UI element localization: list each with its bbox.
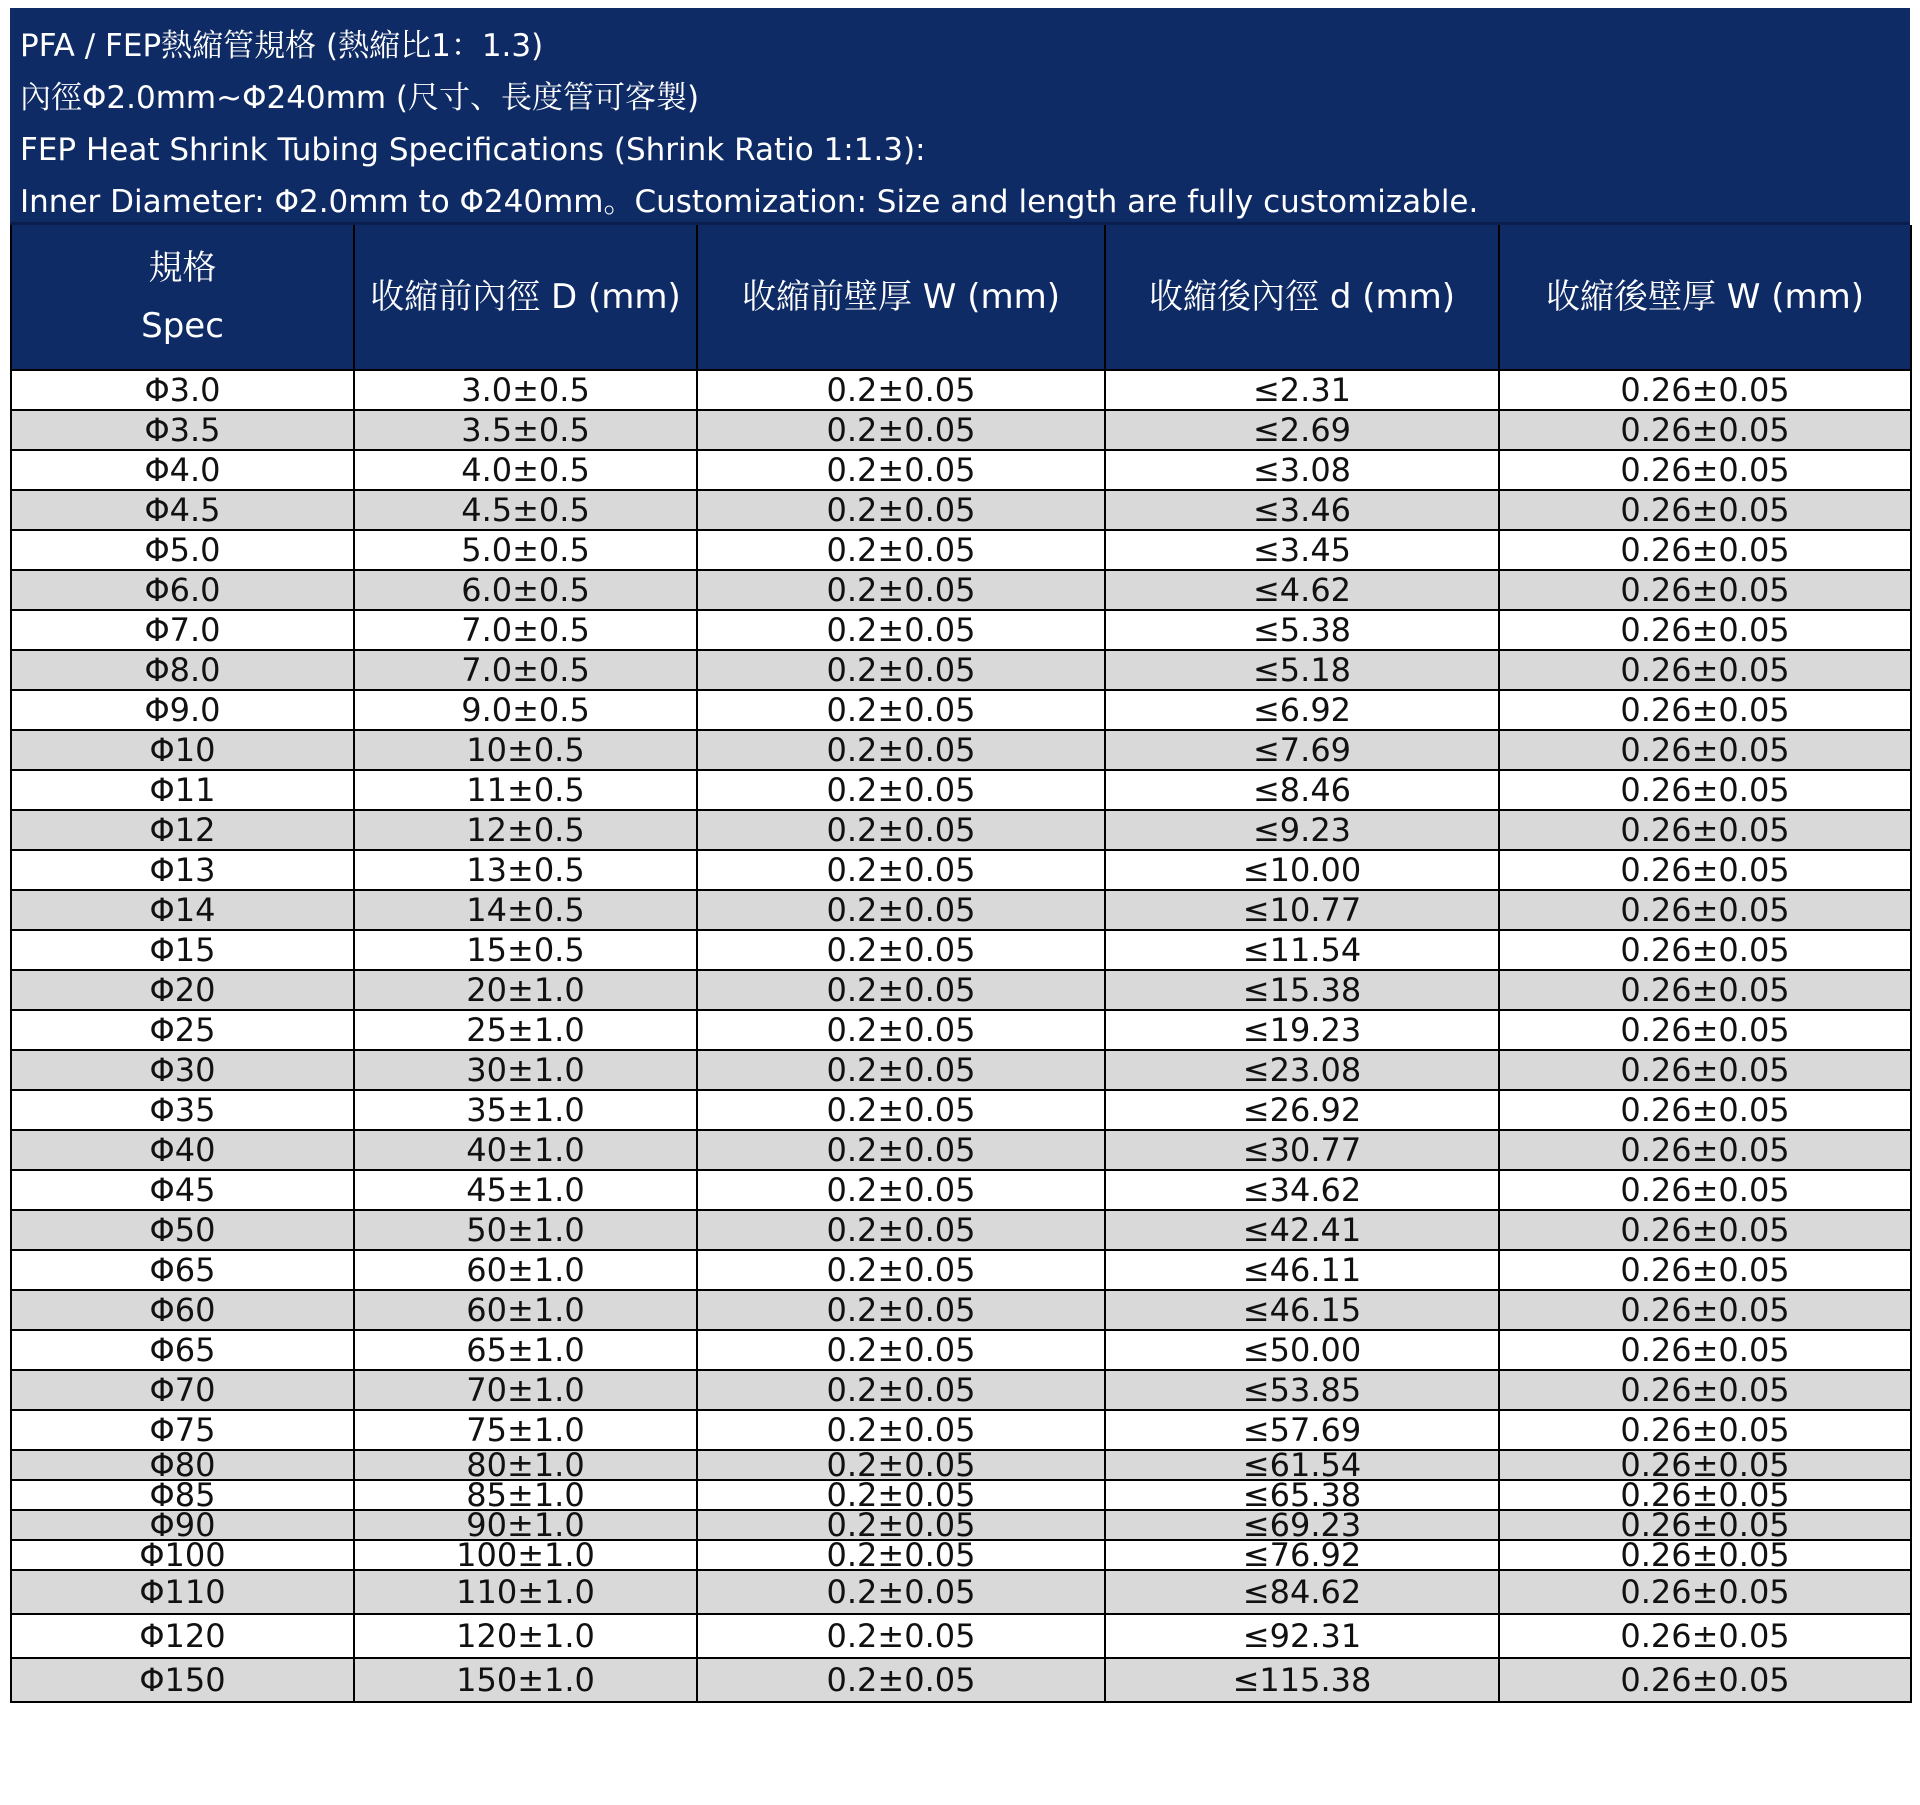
cell-id-before: 14±0.5 (354, 890, 697, 930)
table-row (11, 1570, 1911, 1614)
cell-id-before: 70±1.0 (354, 1370, 697, 1410)
cell-id-before: 13±0.5 (354, 850, 697, 890)
cell-wall-after: 0.26±0.05 (1499, 1330, 1911, 1370)
cell-id-after: ≤53.85 (1105, 1370, 1499, 1410)
cell-wall-before: 0.2±0.05 (697, 450, 1105, 490)
table-row (11, 650, 1911, 690)
cell-wall-before: 0.2±0.05 (697, 1540, 1105, 1570)
table-row (11, 1090, 1911, 1130)
table-row (11, 530, 1911, 570)
cell-wall-before: 0.2±0.05 (697, 770, 1105, 810)
table-row (11, 1130, 1911, 1170)
table-row (11, 370, 1911, 410)
header-id-before: 收縮前內徑 D (mm) (354, 225, 697, 370)
cell-id-after: ≤69.23 (1105, 1510, 1499, 1540)
cell-spec: Φ90 (11, 1510, 354, 1540)
spec-sheet (10, 8, 1910, 1703)
cell-id-before: 40±1.0 (354, 1130, 697, 1170)
table-row (11, 810, 1911, 850)
table-row (11, 1210, 1911, 1250)
cell-wall-after: 0.26±0.05 (1499, 1450, 1911, 1480)
table-row (11, 770, 1911, 810)
cell-wall-before: 0.2±0.05 (697, 970, 1105, 1010)
table-row (11, 1540, 1911, 1570)
title-block (10, 8, 1910, 225)
cell-spec: Φ5.0 (11, 530, 354, 570)
cell-id-before: 50±1.0 (354, 1210, 697, 1250)
cell-id-before: 7.0±0.5 (354, 610, 697, 650)
cell-wall-before: 0.2±0.05 (697, 1210, 1105, 1250)
cell-id-after: ≤9.23 (1105, 810, 1499, 850)
cell-wall-after: 0.26±0.05 (1499, 1170, 1911, 1210)
cell-wall-before: 0.2±0.05 (697, 1090, 1105, 1130)
cell-wall-after: 0.26±0.05 (1499, 1210, 1911, 1250)
cell-id-before: 75±1.0 (354, 1410, 697, 1450)
cell-wall-before: 0.2±0.05 (697, 1614, 1105, 1658)
cell-wall-after: 0.26±0.05 (1499, 530, 1911, 570)
table-row (11, 1010, 1911, 1050)
cell-id-after: ≤92.31 (1105, 1614, 1499, 1658)
cell-id-after: ≤15.38 (1105, 970, 1499, 1010)
cell-wall-after: 0.26±0.05 (1499, 570, 1911, 610)
header-id-after: 收縮後內徑 d (mm) (1105, 225, 1499, 370)
cell-wall-after: 0.26±0.05 (1499, 1540, 1911, 1570)
cell-wall-after: 0.26±0.05 (1499, 1658, 1911, 1702)
cell-id-after: ≤3.08 (1105, 450, 1499, 490)
cell-wall-before: 0.2±0.05 (697, 370, 1105, 410)
cell-id-before: 15±0.5 (354, 930, 697, 970)
table-row (11, 450, 1911, 490)
cell-id-before: 12±0.5 (354, 810, 697, 850)
cell-id-before: 25±1.0 (354, 1010, 697, 1050)
table-row (11, 1250, 1911, 1290)
cell-spec: Φ9.0 (11, 690, 354, 730)
cell-wall-after: 0.26±0.05 (1499, 450, 1911, 490)
cell-wall-after: 0.26±0.05 (1499, 890, 1911, 930)
cell-spec: Φ6.0 (11, 570, 354, 610)
table-row (11, 1480, 1911, 1510)
table-row (11, 1330, 1911, 1370)
cell-id-before: 45±1.0 (354, 1170, 697, 1210)
cell-spec: Φ3.5 (11, 410, 354, 450)
cell-id-after: ≤30.77 (1105, 1130, 1499, 1170)
cell-id-before: 35±1.0 (354, 1090, 697, 1130)
cell-spec: Φ14 (11, 890, 354, 930)
cell-wall-after: 0.26±0.05 (1499, 610, 1911, 650)
table-row (11, 850, 1911, 890)
cell-wall-before: 0.2±0.05 (697, 530, 1105, 570)
table-row (11, 1410, 1911, 1450)
cell-wall-after: 0.26±0.05 (1499, 410, 1911, 450)
table-row (11, 490, 1911, 530)
cell-id-before: 9.0±0.5 (354, 690, 697, 730)
header-wall-before: 收縮前壁厚 W (mm) (697, 225, 1105, 370)
cell-wall-before: 0.2±0.05 (697, 650, 1105, 690)
cell-id-after: ≤2.69 (1105, 410, 1499, 450)
cell-id-after: ≤23.08 (1105, 1050, 1499, 1090)
cell-spec: Φ40 (11, 1130, 354, 1170)
cell-wall-after: 0.26±0.05 (1499, 1130, 1911, 1170)
cell-spec: Φ100 (11, 1540, 354, 1570)
cell-wall-before: 0.2±0.05 (697, 410, 1105, 450)
cell-id-before: 30±1.0 (354, 1050, 697, 1090)
table-row (11, 570, 1911, 610)
cell-spec: Φ80 (11, 1450, 354, 1480)
cell-wall-before: 0.2±0.05 (697, 690, 1105, 730)
title-line-3: FEP Heat Shrink Tubing Specifications (Shrink Ratio 1:1.3): (20, 132, 926, 168)
cell-wall-before: 0.2±0.05 (697, 1170, 1105, 1210)
cell-wall-after: 0.26±0.05 (1499, 1010, 1911, 1050)
cell-spec: Φ4.5 (11, 490, 354, 530)
cell-wall-before: 0.2±0.05 (697, 930, 1105, 970)
cell-id-after: ≤46.15 (1105, 1290, 1499, 1330)
cell-wall-after: 0.26±0.05 (1499, 970, 1911, 1010)
cell-spec: Φ30 (11, 1050, 354, 1090)
cell-id-after: ≤65.38 (1105, 1480, 1499, 1510)
cell-wall-after: 0.26±0.05 (1499, 1480, 1911, 1510)
cell-spec: Φ65 (11, 1250, 354, 1290)
cell-spec: Φ10 (11, 730, 354, 770)
cell-wall-after: 0.26±0.05 (1499, 770, 1911, 810)
cell-spec: Φ12 (11, 810, 354, 850)
cell-spec: Φ50 (11, 1210, 354, 1250)
cell-spec: Φ15 (11, 930, 354, 970)
header-wall-after: 收縮後壁厚 W (mm) (1499, 225, 1911, 370)
cell-spec: Φ45 (11, 1170, 354, 1210)
cell-id-before: 85±1.0 (354, 1480, 697, 1510)
cell-wall-before: 0.2±0.05 (697, 1330, 1105, 1370)
cell-id-before: 20±1.0 (354, 970, 697, 1010)
cell-wall-before: 0.2±0.05 (697, 1290, 1105, 1330)
cell-id-after: ≤7.69 (1105, 730, 1499, 770)
cell-wall-after: 0.26±0.05 (1499, 810, 1911, 850)
cell-id-after: ≤115.38 (1105, 1658, 1499, 1702)
cell-id-after: ≤84.62 (1105, 1570, 1499, 1614)
cell-spec: Φ4.0 (11, 450, 354, 490)
table-row (11, 690, 1911, 730)
table-row (11, 730, 1911, 770)
cell-id-after: ≤11.54 (1105, 930, 1499, 970)
table-row (11, 1370, 1911, 1410)
cell-id-before: 10±0.5 (354, 730, 697, 770)
cell-wall-after: 0.26±0.05 (1499, 690, 1911, 730)
cell-id-before: 60±1.0 (354, 1290, 697, 1330)
cell-id-after: ≤8.46 (1105, 770, 1499, 810)
cell-id-before: 4.0±0.5 (354, 450, 697, 490)
table-row (11, 1170, 1911, 1210)
table-row (11, 410, 1911, 450)
cell-id-after: ≤6.92 (1105, 690, 1499, 730)
cell-id-before: 3.0±0.5 (354, 370, 697, 410)
cell-id-before: 90±1.0 (354, 1510, 697, 1540)
cell-spec: Φ150 (11, 1658, 354, 1702)
cell-spec: Φ7.0 (11, 610, 354, 650)
table-row (11, 1614, 1911, 1658)
cell-id-after: ≤4.62 (1105, 570, 1499, 610)
table-row (11, 970, 1911, 1010)
cell-spec: Φ65 (11, 1330, 354, 1370)
cell-wall-after: 0.26±0.05 (1499, 490, 1911, 530)
header-spec (11, 225, 354, 370)
cell-wall-before: 0.2±0.05 (697, 1250, 1105, 1290)
cell-wall-after: 0.26±0.05 (1499, 1290, 1911, 1330)
cell-id-after: ≤5.38 (1105, 610, 1499, 650)
cell-wall-after: 0.26±0.05 (1499, 1050, 1911, 1090)
header-spec-zh: 規格 (148, 248, 217, 288)
cell-id-after: ≤10.00 (1105, 850, 1499, 890)
cell-id-before: 6.0±0.5 (354, 570, 697, 610)
cell-id-after: ≤46.11 (1105, 1250, 1499, 1290)
table-row (11, 1050, 1911, 1090)
cell-spec: Φ20 (11, 970, 354, 1010)
cell-spec: Φ120 (11, 1614, 354, 1658)
cell-id-after: ≤42.41 (1105, 1210, 1499, 1250)
title-line-2: 內徑Φ2.0mm~Φ240mm (尺寸、長度管可客製) (20, 80, 700, 116)
table-row (11, 610, 1911, 650)
cell-wall-before: 0.2±0.05 (697, 1050, 1105, 1090)
cell-wall-before: 0.2±0.05 (697, 890, 1105, 930)
cell-wall-before: 0.2±0.05 (697, 1010, 1105, 1050)
cell-wall-after: 0.26±0.05 (1499, 1410, 1911, 1450)
cell-id-before: 60±1.0 (354, 1250, 697, 1290)
table-row (11, 890, 1911, 930)
table-row (11, 1658, 1911, 1702)
cell-spec: Φ85 (11, 1480, 354, 1510)
cell-wall-before: 0.2±0.05 (697, 1480, 1105, 1510)
cell-spec: Φ11 (11, 770, 354, 810)
cell-id-after: ≤3.46 (1105, 490, 1499, 530)
cell-id-before: 120±1.0 (354, 1614, 697, 1658)
cell-wall-before: 0.2±0.05 (697, 1658, 1105, 1702)
cell-id-before: 150±1.0 (354, 1658, 697, 1702)
cell-id-after: ≤5.18 (1105, 650, 1499, 690)
cell-wall-after: 0.26±0.05 (1499, 1370, 1911, 1410)
cell-wall-after: 0.26±0.05 (1499, 930, 1911, 970)
cell-wall-after: 0.26±0.05 (1499, 1090, 1911, 1130)
cell-wall-before: 0.2±0.05 (697, 610, 1105, 650)
cell-spec: Φ3.0 (11, 370, 354, 410)
cell-id-after: ≤76.92 (1105, 1540, 1499, 1570)
cell-wall-after: 0.26±0.05 (1499, 1570, 1911, 1614)
cell-id-before: 65±1.0 (354, 1330, 697, 1370)
cell-spec: Φ8.0 (11, 650, 354, 690)
table-row (11, 1450, 1911, 1480)
cell-wall-after: 0.26±0.05 (1499, 1614, 1911, 1658)
table-row (11, 1290, 1911, 1330)
cell-spec: Φ75 (11, 1410, 354, 1450)
cell-id-after: ≤26.92 (1105, 1090, 1499, 1130)
header-spec-en: Spec (141, 306, 224, 346)
table-row (11, 930, 1911, 970)
table-header-row (11, 225, 1911, 370)
cell-spec: Φ25 (11, 1010, 354, 1050)
cell-id-before: 100±1.0 (354, 1540, 697, 1570)
cell-wall-after: 0.26±0.05 (1499, 1250, 1911, 1290)
cell-wall-before: 0.2±0.05 (697, 570, 1105, 610)
cell-spec: Φ35 (11, 1090, 354, 1130)
cell-wall-after: 0.26±0.05 (1499, 370, 1911, 410)
cell-wall-before: 0.2±0.05 (697, 1510, 1105, 1540)
spec-table (10, 225, 1912, 1703)
cell-id-before: 11±0.5 (354, 770, 697, 810)
cell-id-after: ≤61.54 (1105, 1450, 1499, 1480)
cell-wall-after: 0.26±0.05 (1499, 730, 1911, 770)
cell-id-after: ≤2.31 (1105, 370, 1499, 410)
cell-spec: Φ13 (11, 850, 354, 890)
cell-spec: Φ60 (11, 1290, 354, 1330)
cell-id-after: ≤57.69 (1105, 1410, 1499, 1450)
cell-wall-after: 0.26±0.05 (1499, 650, 1911, 690)
cell-id-before: 80±1.0 (354, 1450, 697, 1480)
cell-id-before: 7.0±0.5 (354, 650, 697, 690)
cell-id-before: 5.0±0.5 (354, 530, 697, 570)
cell-wall-before: 0.2±0.05 (697, 1130, 1105, 1170)
cell-wall-before: 0.2±0.05 (697, 1450, 1105, 1480)
cell-id-before: 4.5±0.5 (354, 490, 697, 530)
cell-wall-before: 0.2±0.05 (697, 490, 1105, 530)
cell-wall-before: 0.2±0.05 (697, 850, 1105, 890)
cell-wall-before: 0.2±0.05 (697, 1570, 1105, 1614)
title-line-4: Inner Diameter: Φ2.0mm to Φ240mm。Customization: Size and length are fully customizable. (20, 184, 1479, 220)
cell-wall-after: 0.26±0.05 (1499, 850, 1911, 890)
cell-spec: Φ110 (11, 1570, 354, 1614)
cell-id-after: ≤10.77 (1105, 890, 1499, 930)
title-line-1: PFA / FEP熱縮管規格 (熱縮比1：1.3) (20, 28, 544, 64)
cell-id-after: ≤19.23 (1105, 1010, 1499, 1050)
cell-wall-before: 0.2±0.05 (697, 1370, 1105, 1410)
table-row (11, 1510, 1911, 1540)
cell-spec: Φ70 (11, 1370, 354, 1410)
cell-wall-before: 0.2±0.05 (697, 810, 1105, 850)
cell-id-after: ≤34.62 (1105, 1170, 1499, 1210)
cell-id-after: ≤50.00 (1105, 1330, 1499, 1370)
cell-wall-before: 0.2±0.05 (697, 730, 1105, 770)
cell-id-before: 110±1.0 (354, 1570, 697, 1614)
cell-id-after: ≤3.45 (1105, 530, 1499, 570)
cell-wall-before: 0.2±0.05 (697, 1410, 1105, 1450)
cell-wall-after: 0.26±0.05 (1499, 1510, 1911, 1540)
cell-id-before: 3.5±0.5 (354, 410, 697, 450)
